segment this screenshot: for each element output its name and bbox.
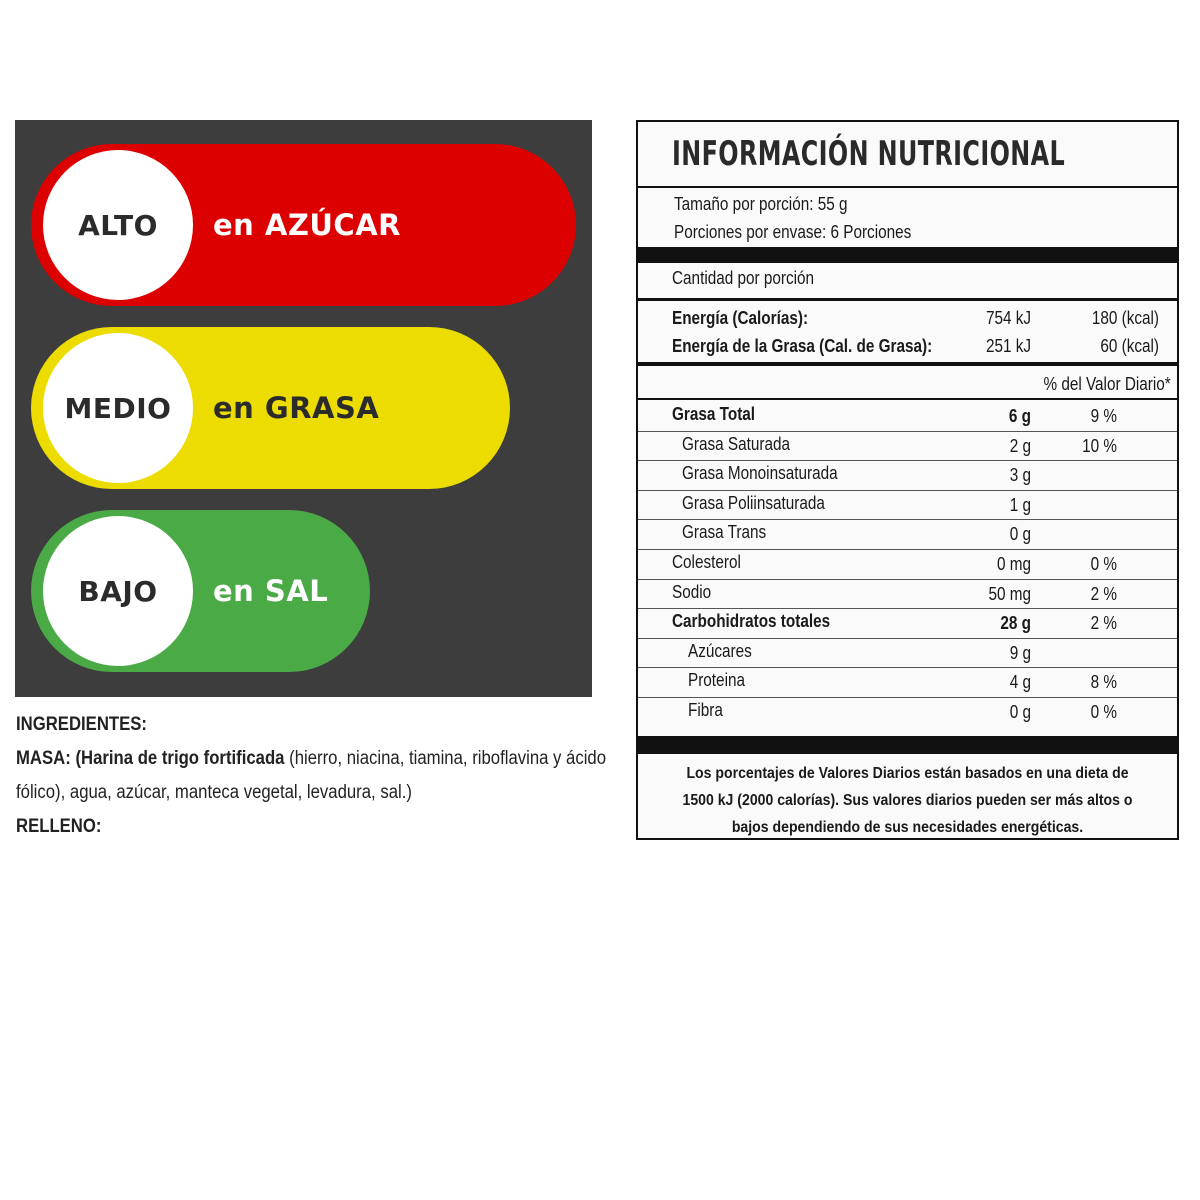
nutrient-daily-value: 9 % (1090, 406, 1117, 426)
row-divider (638, 697, 1177, 698)
row-divider (638, 490, 1177, 491)
nutrient-label: Carbohidratos totales (672, 611, 831, 632)
fat-level-label: MEDIO (43, 333, 193, 483)
ingredients-heading: INGREDIENTES: (16, 714, 147, 735)
nutrient-label: Azúcares (688, 640, 752, 661)
nutrient-label: Grasa Saturada (682, 433, 791, 454)
energy-fat-kcal: 60 (kcal) (1100, 336, 1159, 356)
nutrient-amount: 6 g (1008, 406, 1031, 426)
nutrient-daily-value: 10 % (1082, 435, 1117, 456)
row-divider (638, 638, 1177, 639)
salt-warning-pill (31, 510, 370, 672)
divider (638, 298, 1177, 301)
row-divider (638, 460, 1177, 461)
nutrient-amount: 1 g (1009, 494, 1031, 515)
amount-per-serving: Cantidad por porción (672, 268, 815, 288)
masa-label: MASA: (16, 748, 71, 769)
masa-text: (hierro, niacina, tiamina, riboflavina y ácido fólico), agua, azúcar, manteca vegetal, levadura, sal.) (16, 748, 607, 803)
nutrient-amount: 0 g (1009, 524, 1031, 545)
traffic-light-panel (15, 120, 592, 697)
nutrient-daily-value: 8 % (1090, 672, 1117, 693)
sugar-level-label: ALTO (43, 150, 193, 300)
sugar-warning-pill (31, 144, 576, 306)
nutrient-amount: 28 g (1000, 613, 1031, 634)
nutrient-amount: 0 mg (996, 554, 1031, 574)
energy-fat-kj: 251 kJ (985, 336, 1031, 356)
masa-ingredients (16, 742, 620, 810)
row-divider (638, 579, 1177, 580)
relleno-label: RELLENO: (16, 816, 102, 837)
nutrition-facts-table (636, 120, 1179, 840)
nutrient-amount: 2 g (1009, 435, 1031, 456)
nutrient-amount: 9 g (1009, 642, 1031, 663)
fat-warning-pill (31, 327, 510, 489)
daily-value-footnote: Los porcentajes de Valores Diarios están basados en una dieta de 1500 kJ (2000 calorías). Sus valores diarios pueden ser más altos o bajos dependiendo de sus necesidades energéticas. (682, 765, 1133, 836)
divider (638, 186, 1177, 188)
nutrient-label: Grasa Trans (682, 522, 767, 543)
row-divider (638, 667, 1177, 668)
energy-kcal: 180 (kcal) (1091, 308, 1159, 328)
masa-text-bold: (Harina de trigo fortificada (75, 748, 285, 769)
nutrient-label: Fibra (688, 700, 723, 720)
fat-nutrient-label: en GRASA (213, 391, 380, 425)
energy-label: Energía (Calorías): (672, 308, 809, 328)
sugar-nutrient-label: en AZÚCAR (213, 208, 401, 242)
dv-header: % del Valor Diario* (1043, 374, 1171, 394)
nutrient-daily-value: 2 % (1090, 613, 1117, 634)
thick-divider (638, 736, 1177, 754)
servings-per-container: Porciones por envase: 6 Porciones (674, 222, 912, 242)
row-divider (638, 608, 1177, 609)
nutrient-amount: 3 g (1009, 465, 1031, 486)
nutrient-label: Colesterol (672, 552, 741, 572)
nutrient-label: Proteina (688, 670, 745, 691)
nutrient-amount: 0 g (1009, 702, 1031, 722)
nutrient-daily-value: 0 % (1090, 554, 1117, 574)
energy-fat-label: Energía de la Grasa (Cal. de Grasa): (672, 336, 933, 356)
thick-divider (638, 247, 1177, 263)
ingredients-section (16, 708, 620, 844)
nutrition-title: INFORMACIÓN NUTRICIONAL (672, 134, 1066, 174)
row-divider (638, 549, 1177, 550)
nutrient-daily-value: 2 % (1090, 583, 1117, 604)
serving-size: Tamaño por porción: 55 g (674, 194, 848, 214)
nutrient-label: Grasa Monoinsaturada (682, 463, 838, 484)
row-divider (638, 431, 1177, 432)
energy-kj: 754 kJ (985, 308, 1031, 328)
nutrient-label: Grasa Poliinsaturada (682, 492, 825, 513)
salt-nutrient-label: en SAL (213, 574, 329, 608)
nutrient-amount: 4 g (1009, 672, 1031, 693)
divider (638, 398, 1177, 400)
nutrient-daily-value: 0 % (1090, 702, 1117, 722)
salt-level-label: BAJO (43, 516, 193, 666)
row-divider (638, 519, 1177, 520)
nutrient-amount: 50 mg (988, 583, 1031, 604)
nutrient-label: Grasa Total (672, 404, 756, 424)
divider (638, 362, 1177, 366)
nutrient-label: Sodio (672, 581, 712, 602)
